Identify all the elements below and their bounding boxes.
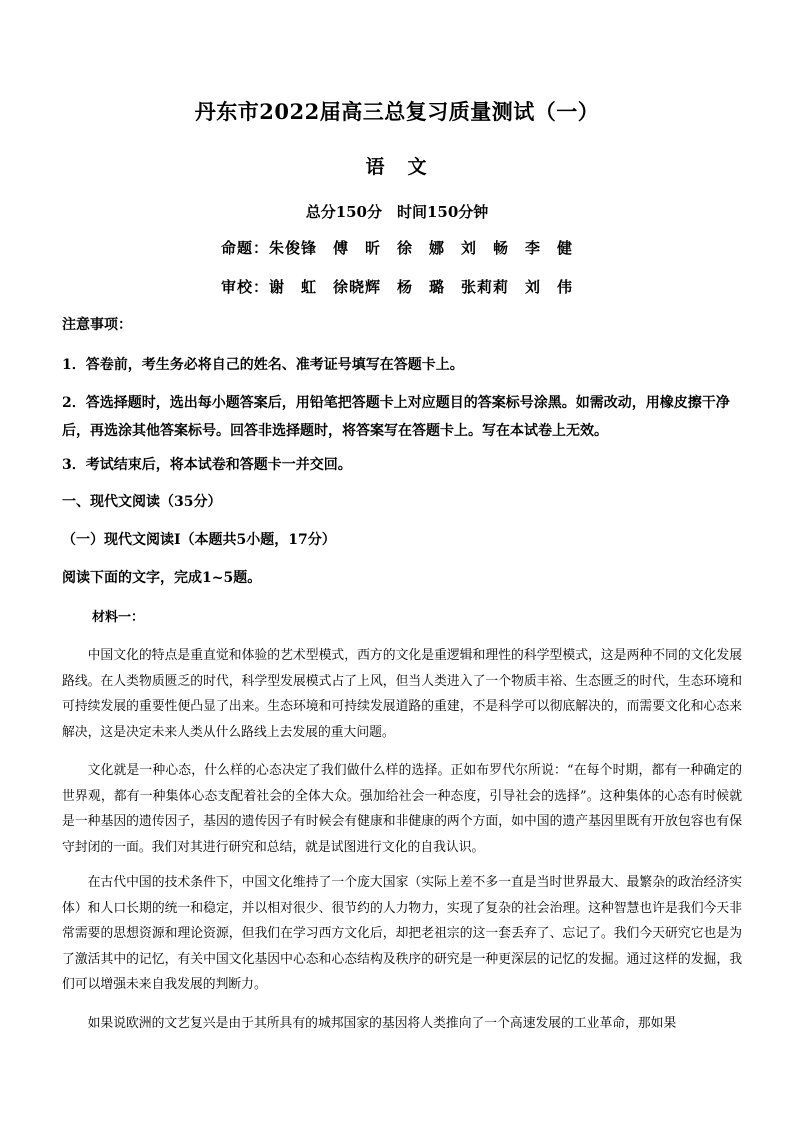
exam-title: 丹东市2022届高三总复习质量测试（一）: [194, 99, 600, 124]
paragraph-3: 在古代中国的技术条件下，中国文化维持了一个庞大国家（实际上差不多一直是当时世界最大、最繁杂的政治经济实体）和人口长期的统一和稳定，并以相对很少、很节约的人力物力，实现了复杂的社会治理。这种智慧也许是我们今天非常需要的思想资源和理论资源，但我们在学习西方文化后，却把老祖宗的这一套丢弃了、忘记了。我们今天研究它也是为了激活其中的记忆，有关中国文化基因中心态和心态结构及秩序的研究是一种更深层的记忆的发掘。通过这样的发掘，我们可以增强未来自我发展的判断力。: [62, 875, 742, 993]
section-heading: 一、现代文阅读（35分）: [62, 494, 222, 510]
material-label: 材料一：: [92, 610, 145, 625]
reviewers-line: 审校：谢 虹 徐晓辉 杨 璐 张莉莉 刘 伟: [220, 278, 573, 296]
notice-heading: 注意事项：: [62, 317, 132, 333]
notice-item-3: 3．考试结束后，将本试卷和答题卡一并交回。: [62, 457, 352, 473]
authors-line: 命题：朱俊锋 傅 昕 徐 娜 刘 畅 李 健: [220, 239, 573, 257]
reading-instruction: 阅读下面的文字，完成1~5题。: [62, 570, 262, 586]
paragraph-1: 中国文化的特点是重直觉和体验的艺术型模式，西方的文化是重逻辑和理性的科学型模式，这是两种不同的文化发展路线。在人类物质匮乏的时代，科学型发展模式占了上风，但当人类进入了一个物质丰裕、生态匮乏的时代，生态环境和可持续发展的重要性便凸显了出来。生态环境和可持续发展道路的重建，不是科学可以彻底解决的，而需要文化和心态来解决，这是决定未来人类从什么路线上去发展的重大问题。: [62, 648, 742, 740]
score-time-line: 总分150分 时间150分钟: [305, 203, 489, 221]
paragraph-4: 如果说欧洲的文艺复兴是由于其所具有的城邦国家的基因将人类推向了一个高速发展的工业革命，那如果: [87, 1016, 677, 1031]
notice-item-1: 1．答卷前，考生务必将自己的姓名、准考证号填写在答题卡上。: [62, 357, 464, 373]
subject-heading: 语 文: [365, 156, 429, 178]
sub-section-heading: （一）现代文阅读Ⅰ（本题共5小题，17分）: [62, 532, 336, 548]
notice-item-2: 2．答选择题时，选出每小题答案后，用铅笔把答题卡上对应题目的答案标号涂黑。如需改动，用橡皮擦干净后，再选涂其他答案标号。回答非选择题时，将答案写在答题卡上。写在本试卷上无效。: [62, 395, 730, 439]
paragraph-2: 文化就是一种心态，什么样的心态决定了我们做什么样的选择。正如布罗代尔所说：“在每个时期，都有一种确定的世界观，都有一种集体心态支配着社会的全体大众。强加给社会一种态度，引导社会的选择”。这种集体的心态有时候就是一种基因的遗传因子，基因的遗传因子有时候会有健康和非健康的两个方面，如中国的遗产基因里既有开放包容也有保守封闭的一面。我们对其进行研究和总结，就是试图进行文化的自我认识。: [62, 763, 742, 855]
